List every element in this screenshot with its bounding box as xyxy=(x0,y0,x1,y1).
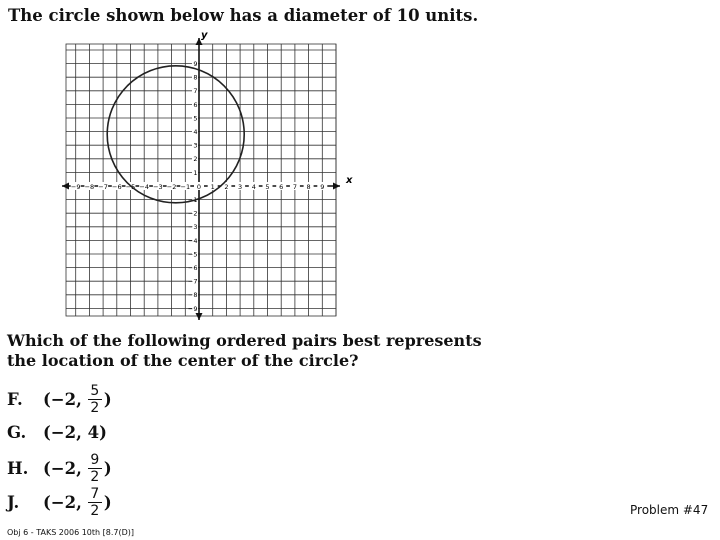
x-axis-arrow-right xyxy=(333,183,340,190)
numerator: 7 xyxy=(90,486,100,502)
x-tick-label: −2 xyxy=(166,183,177,191)
x-tick-label: −7 xyxy=(98,183,108,191)
y-tick-label: 3 xyxy=(193,141,198,150)
choice-g[interactable] xyxy=(7,423,107,442)
choice-f[interactable] xyxy=(7,384,112,415)
choice-prefix: (−2, xyxy=(43,493,82,512)
x-tick-label: 3 xyxy=(238,183,243,191)
y-tick-label: 5 xyxy=(193,114,198,123)
axes xyxy=(62,38,340,320)
y-tick-label: 9 xyxy=(193,60,198,68)
y-tick-label: −4 xyxy=(187,236,198,245)
choice-suffix: ) xyxy=(103,390,112,409)
y-tick-label: 4 xyxy=(193,128,198,136)
x-tick-label: 9 xyxy=(320,183,325,191)
y-tick-label: −8 xyxy=(187,291,198,300)
y-tick-label: −9 xyxy=(187,304,198,313)
fraction xyxy=(88,453,102,484)
y-tick-label: −1 xyxy=(187,196,198,204)
grid-border xyxy=(66,44,336,316)
denominator: 2 xyxy=(90,503,100,519)
fraction xyxy=(88,487,102,518)
choice-suffix: ) xyxy=(103,493,112,512)
choice-letter: H. xyxy=(7,459,29,478)
y-tick-label: 7 xyxy=(193,87,198,96)
choice-letter: J. xyxy=(7,493,20,512)
objective-footer: Obj 6 - TAKS 2006 10th [8.7(D)] xyxy=(7,528,135,537)
choice-suffix: ) xyxy=(103,459,112,478)
y-tick-label: −2 xyxy=(187,209,198,218)
grid-lines xyxy=(66,44,336,316)
x-tick-label: −4 xyxy=(139,183,149,191)
y-tick-label: 8 xyxy=(193,73,198,82)
denominator: 2 xyxy=(90,400,100,416)
problem-statement: The circle shown below has a diameter of 10 units. xyxy=(8,6,479,25)
x-tick-label: 5 xyxy=(265,183,270,191)
y-tick-label: −3 xyxy=(187,223,198,232)
numerator: 5 xyxy=(90,383,100,399)
x-tick-label: 7 xyxy=(292,183,297,191)
y-tick-label: −6 xyxy=(187,264,198,272)
choice-prefix: (−2, xyxy=(43,390,82,409)
x-tick-label: −3 xyxy=(153,183,163,191)
y-axis-label: y xyxy=(201,30,208,41)
choice-letter: F. xyxy=(7,390,23,409)
x-tick-label: −9 xyxy=(70,183,81,191)
y-tick-label: −7 xyxy=(187,277,198,286)
y-tick-label: 1 xyxy=(193,168,198,177)
x-tick-label: 6 xyxy=(279,183,284,191)
choice-letter: G. xyxy=(7,423,27,442)
question xyxy=(7,331,482,371)
fraction xyxy=(88,384,102,415)
denominator: 2 xyxy=(90,469,100,485)
problem-number: Problem #47 xyxy=(630,503,709,517)
x-tick-label: 1 xyxy=(210,183,215,191)
x-tick-label: 0 xyxy=(196,183,202,191)
choice-text: (−2, 4) xyxy=(43,423,107,442)
question-line-2: the location of the center of the circle? xyxy=(7,351,359,370)
numerator: 9 xyxy=(90,452,100,468)
x-tick-label: 2 xyxy=(224,183,229,191)
question-line-1: Which of the following ordered pairs best represents xyxy=(7,331,482,350)
coordinate-grid-graph xyxy=(60,30,360,322)
x-axis-arrow-left xyxy=(62,183,69,190)
choice-h[interactable] xyxy=(7,453,112,484)
x-tick-label: −6 xyxy=(112,183,122,191)
y-tick-label: 2 xyxy=(193,155,198,164)
x-tick-label: −8 xyxy=(84,183,95,191)
x-tick-label: −1 xyxy=(180,183,191,191)
x-axis-label: x xyxy=(346,175,353,186)
y-tick-label: 6 xyxy=(193,100,198,109)
choice-prefix: (−2, xyxy=(43,459,82,478)
choice-j[interactable] xyxy=(7,487,112,518)
x-tick-label: 8 xyxy=(306,183,311,191)
y-tick-label: −5 xyxy=(187,250,198,259)
x-tick-label: −5 xyxy=(125,183,136,191)
y-axis-arrow-down xyxy=(196,313,203,320)
x-tick-label: 4 xyxy=(251,183,256,191)
